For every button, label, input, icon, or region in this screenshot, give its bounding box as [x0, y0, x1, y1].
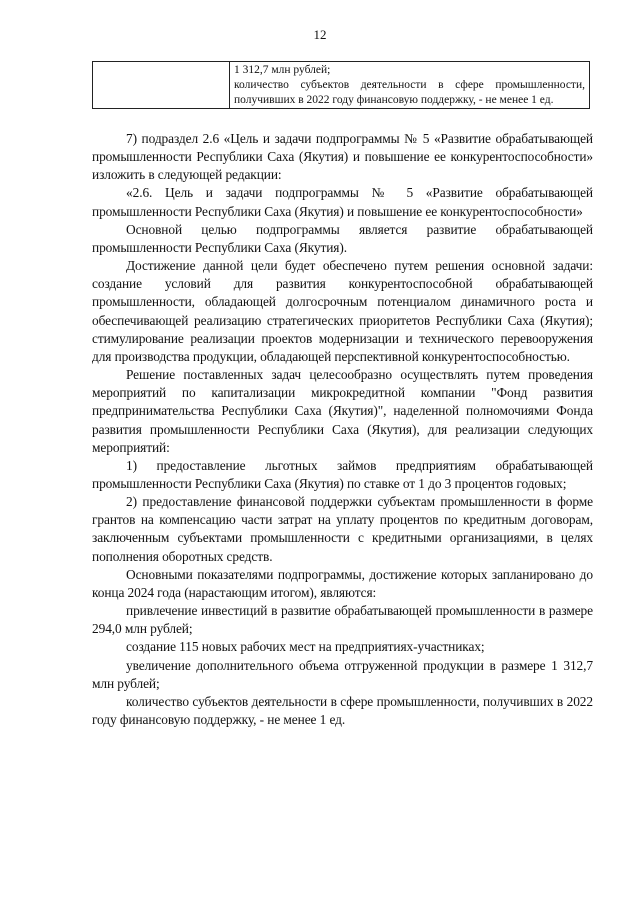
continuation-table	[92, 61, 590, 109]
list-item: 1) предоставление льготных займов предприятиям обрабатывающей промышленности Республики Саха (Якутия) по ставке от 1 до 3 процентов годовых;	[92, 457, 593, 491]
indicator-item: количество субъектов деятельности в сфере промышленности, получивших в 2022 году финансовую поддержку, - не менее 1 ед.	[92, 693, 593, 727]
table-line: количество субъектов деятельности в сфере промышленности, получивших в 2022 году финансовую поддержку, - не менее 1 ед.	[234, 79, 585, 106]
list-item: 2) предоставление финансовой поддержки субъектам промышленности в форме грантов на компенсацию части затрат на уплату процентов по кредитным договорам, заключенным субъектами промышленности с кредитными организациями, в целях пополнения оборотных средств.	[92, 494, 593, 564]
indicator-item: создание 115 новых рабочих мест на предприятиях-участниках;	[126, 639, 485, 655]
indicator-item: увеличение дополнительного объема отгруженной продукции в размере 1 312,7 млн рублей;	[92, 657, 593, 691]
table-cell-indicators	[230, 62, 590, 109]
page-number: 12	[313, 27, 327, 42]
indicator-item: привлечение инвестиций в развитие обрабатывающей промышленности в размере 294,0 млн рублей;	[92, 603, 593, 637]
table-cell-empty	[93, 62, 230, 109]
table-line: 1 312,7 млн рублей;	[234, 64, 331, 76]
paragraph-implementation: Решение поставленных задач целесообразно осуществлять путем проведения мероприятий по капитализации микрокредитной компании "Фонд развития предпринимательства Республики Саха (Якутия)", наделенной полномочиями Фонда развития промышленности Республики Саха (Якутия), для реализации следующих мероприятий:	[92, 367, 593, 455]
paragraph-section-heading: «2.6. Цель и задачи подпрограммы № 5 «Развитие обрабатывающей промышленности Республики Саха (Якутия) и повышение ее конкурентоспособности»	[92, 185, 593, 219]
document-body	[92, 130, 593, 729]
paragraph-amendment-item: 7) подраздел 2.6 «Цель и задачи подпрограммы № 5 «Развитие обрабатывающей промышленности Республики Саха (Якутия) и повышение ее конкурентоспособности» изложить в следующей редакции:	[92, 131, 593, 183]
table-row	[93, 62, 590, 109]
paragraph-main-task: Достижение данной цели будет обеспечено путем решения основной задачи: создание условий для развития конкурентоспособной обрабатывающей промышленности, обладающей долгосрочным потенциалом динамичного роста и обеспечивающей реализацию стратегических приоритетов Республики Саха (Якутия); стимулирование реализации проектов модернизации и технического перевооружения для производства продукции, обладающей перспективной конкурентоспособностью.	[92, 258, 593, 364]
paragraph-main-goal: Основной целью подпрограммы является развитие обрабатывающей промышленности Республики Саха (Якутия).	[92, 221, 593, 255]
paragraph-indicators-intro: Основными показателями подпрограммы, достижение которых запланировано до конца 2024 года (нарастающим итогом), являются:	[92, 566, 593, 600]
